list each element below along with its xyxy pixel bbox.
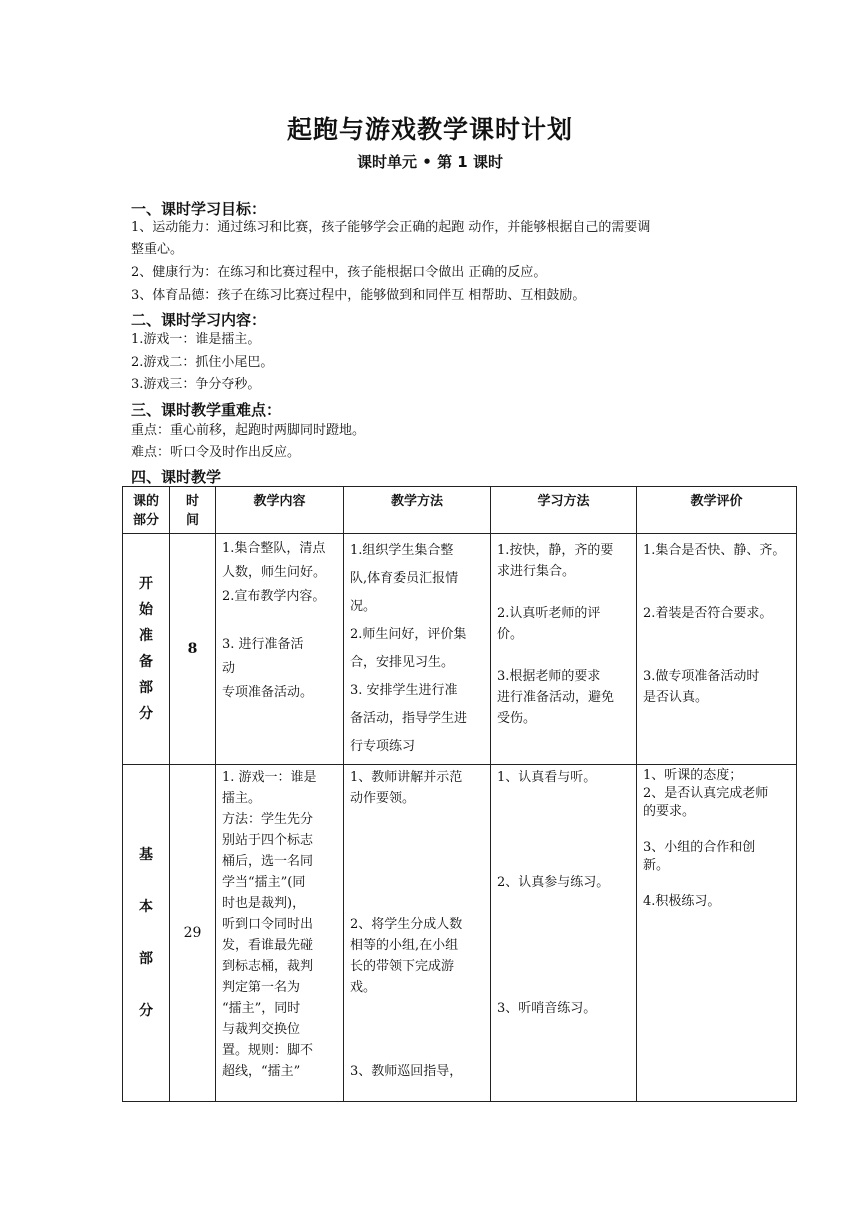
section-label-warmup: 开 始 准 备 部 分 [123,534,170,765]
teaching-eval-cell: 1.集合是否快、静、齐。 2.着装是否符合要求。 3.做专项准备活动时 是否认真。 [637,534,797,765]
table-row [123,765,797,1102]
section-4-heading: 四、课时教学 [131,468,222,486]
objective-line-2: 2、健康行为：在练习和比赛过程中，孩子能根据口令做出 正确的反应。 [131,265,547,280]
header-eval: 教学评价 [637,487,797,534]
header-part: 课的 部分 [123,487,170,534]
teaching-content-cell: 1.集合整队，清点 人数，师生问好。 2.宣布教学内容。 3. 进行准备活 动 专项准备活动。 [216,534,344,765]
time-cell: 29 [170,765,216,1102]
content-line-2: 2.游戏二：抓住小尾巴。 [131,355,274,370]
section-3-heading: 三、课时教学重难点： [131,401,282,419]
content-line-3: 3.游戏三：争分夺秒。 [131,377,261,392]
page-subtitle: 课时单元 • 第 1 课时 [357,153,503,171]
table-row [123,534,797,765]
header-content: 教学内容 [216,487,344,534]
teaching-method-cell: 1、教师讲解并示范 动作要领。 2、将学生分成人数 相等的小组,在小组 长的带领下完成游 戏。 3、教师巡回指导， [344,765,491,1102]
objective-line-1-cont: 整重心。 [131,242,184,257]
header-learn: 学习方法 [491,487,637,534]
time-cell: 8 [170,534,216,765]
section-1-heading: 一、课时学习目标： [131,200,267,218]
content-line-1: 1.游戏一：谁是擂主。 [131,332,261,347]
learning-method-cell: 1.按快，静，齐的要 求进行集合。 2.认真听老师的评 价。 3.根据老师的要求 进行准备活动，避免 受伤。 [491,534,637,765]
objective-line-1: 1、运动能力：通过练习和比赛，孩子能够学会正确的起跑 动作，并能够根据自己的需要调 [131,220,651,235]
difficulty-line: 难点：听口令及时作出反应。 [131,445,301,460]
page-title: 起跑与游戏教学课时计划 [286,115,573,144]
section-2-heading: 二、课时学习内容： [131,311,267,329]
objective-line-3: 3、体育品德：孩子在练习比赛过程中，能够做到和同伴互 相帮助、互相鼓励。 [131,288,586,303]
learning-method-cell: 1、认真看与听。 2、认真参与练习。 3、听哨音练习。 [491,765,637,1102]
teaching-content-cell: 1. 游戏一：谁是 擂主。 方法：学生先分 别站于四个标志 桶后，选一名同 学当“擂主”(同 时也是裁判)， 听到口令同时出 发，看谁最先碰 到标志桶，裁判 判定第一名为 “擂主”，同时 与裁判交换位 置。规则：脚不 超线，“擂主” [216,765,344,1102]
teaching-eval-cell: 1、听课的态度； 2、是否认真完成老师 的要求。 3、小组的合作和创 新。 4.积极练习。 [637,765,797,1102]
header-time: 时 间 [170,487,216,534]
keypoint-line: 重点：重心前移，起跑时两脚同时蹬地。 [131,423,366,438]
header-method: 教学方法 [344,487,491,534]
lesson-table [122,486,797,1102]
table-header-row [123,487,797,534]
teaching-method-cell: 1.组织学生集合整 队,体育委员汇报情 况。 2.师生问好，评价集 合，安排见习生。 3. 安排学生进行准 备活动，指导学生进 行专项练习 [344,534,491,765]
section-label-main: 基 本 部 分 [123,765,170,1102]
